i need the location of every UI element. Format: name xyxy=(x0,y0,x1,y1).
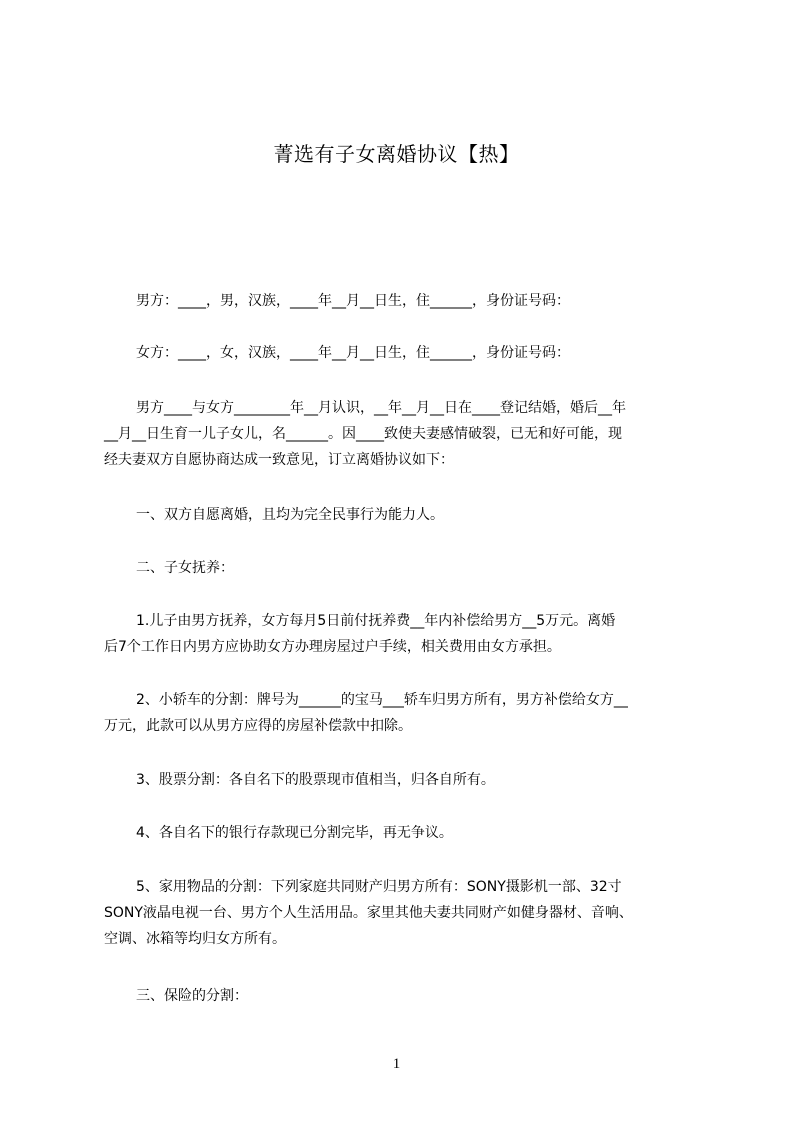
clause-car-division xyxy=(104,687,700,739)
paragraph-line: 5、家用物品的分割：下列家庭共同财产归男方所有：SONY摄影机一部、32寸 xyxy=(136,879,622,895)
document-title: 菁选有子女离婚协议【热】 xyxy=(273,142,520,166)
paragraph-female-party xyxy=(104,340,700,366)
paragraph-line: 三、保险的分割： xyxy=(136,988,248,1004)
paragraph-line: 二、子女抚养： xyxy=(136,560,234,576)
paragraph-line: 男方____与女方________年__月认识，__年__月__日在____登记结婚，婚后__年 xyxy=(136,400,626,416)
paragraph-line: 经夫妻双方自愿协商达成一致意见，订立离婚协议如下： xyxy=(104,452,454,468)
paragraph-line: 万元，此款可以从男方应得的房屋补偿款中扣除。 xyxy=(104,718,412,734)
section-one-heading xyxy=(104,502,700,528)
paragraph-line: 3、股票分割：各自名下的股票现市值相当，归各自所有。 xyxy=(136,772,495,788)
paragraph-line: 空调、冰箱等均归女方所有。 xyxy=(104,931,286,947)
clause-stock-division xyxy=(104,767,700,793)
clause-household-items xyxy=(104,874,700,952)
paragraph-line: 4、各自名下的银行存款现已分割完毕，再无争议。 xyxy=(136,825,453,841)
clause-child-custody xyxy=(104,608,700,660)
paragraph-line: 后7个工作日内男方应协助女方办理房屋过户手续，相关费用由女方承担。 xyxy=(104,639,561,655)
paragraph-line: __月__日生育一儿子女儿，名______。因____致使夫妻感情破裂，已无和好可能，现 xyxy=(104,426,622,442)
paragraph-line: 2、小轿车的分割：牌号为______的宝马___轿车归男方所有，男方补偿给女方__ xyxy=(136,692,628,708)
paragraph-line: 1.儿子由男方抚养，女方每月5日前付抚养费__年内补偿给男方__5万元。离婚 xyxy=(136,613,616,629)
paragraph-background xyxy=(104,395,700,473)
paragraph-line: SONY液晶电视一台、男方个人生活用品。家里其他夫妻共同财产如健身器材、音响、 xyxy=(104,905,633,921)
clause-bank-deposits xyxy=(104,820,700,846)
section-three-heading xyxy=(104,983,700,1009)
paragraph-line: 一、双方自愿离婚，且均为完全民事行为能力人。 xyxy=(136,507,444,523)
paragraph-male-party xyxy=(104,288,700,314)
paragraph-line: 男方：____，男，汉族，____年__月__日生，住______，身份证号码： xyxy=(136,293,570,309)
page-number: 1 xyxy=(392,1056,401,1072)
paragraph-line: 女方：____，女，汉族，____年__月__日生，住______，身份证号码： xyxy=(136,345,570,361)
section-two-heading xyxy=(104,555,700,581)
